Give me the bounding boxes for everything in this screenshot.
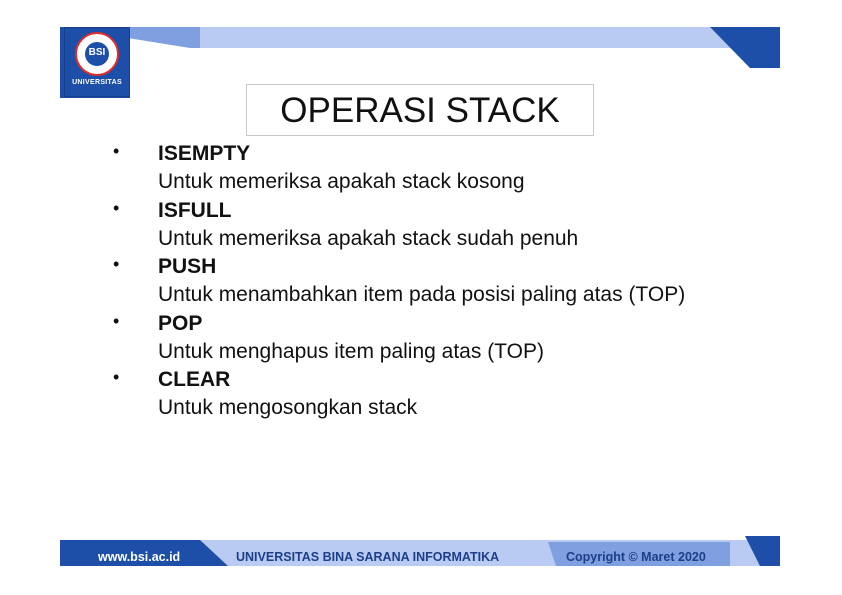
bullet: • [113, 141, 120, 161]
logo-emblem [75, 32, 119, 76]
list-item [100, 366, 720, 423]
item-title: ISEMPTY [158, 142, 251, 165]
bullet: • [113, 367, 120, 387]
footer-copyright: Copyright © Maret 2020 [566, 550, 706, 564]
logo-mark: BSI [88, 47, 106, 58]
item-description: Untuk memeriksa apakah stack kosong [158, 170, 525, 193]
item-description: Untuk mengosongkan stack [158, 396, 418, 419]
list-item [100, 140, 720, 197]
bullet: • [113, 197, 120, 218]
footer-banner [0, 530, 842, 570]
list-item [100, 197, 720, 254]
item-title: PUSH [158, 255, 217, 278]
university-logo [64, 27, 130, 97]
slide-title: OPERASI STACK [280, 91, 560, 130]
title-box [246, 84, 594, 136]
logo-emblem-inner [85, 42, 109, 66]
list-item [100, 310, 720, 367]
item-title: CLEAR [158, 368, 231, 391]
item-description: Untuk menambahkan item pada posisi paling atas (TOP) [158, 283, 686, 306]
bullet: • [113, 310, 120, 331]
logo-text: UNIVERSITAS [72, 79, 122, 86]
list-item [100, 253, 720, 310]
item-title: ISFULL [158, 198, 232, 222]
item-description: Untuk menghapus item paling atas (TOP) [158, 339, 544, 363]
item-title: POP [158, 311, 203, 335]
operations-list [100, 140, 720, 423]
item-description: Untuk memeriksa apakah stack sudah penuh [158, 226, 579, 250]
footer-url: www.bsi.ac.id [98, 550, 181, 564]
bullet: • [113, 254, 120, 274]
footer-university-name: UNIVERSITAS BINA SARANA INFORMATIKA [236, 550, 500, 564]
